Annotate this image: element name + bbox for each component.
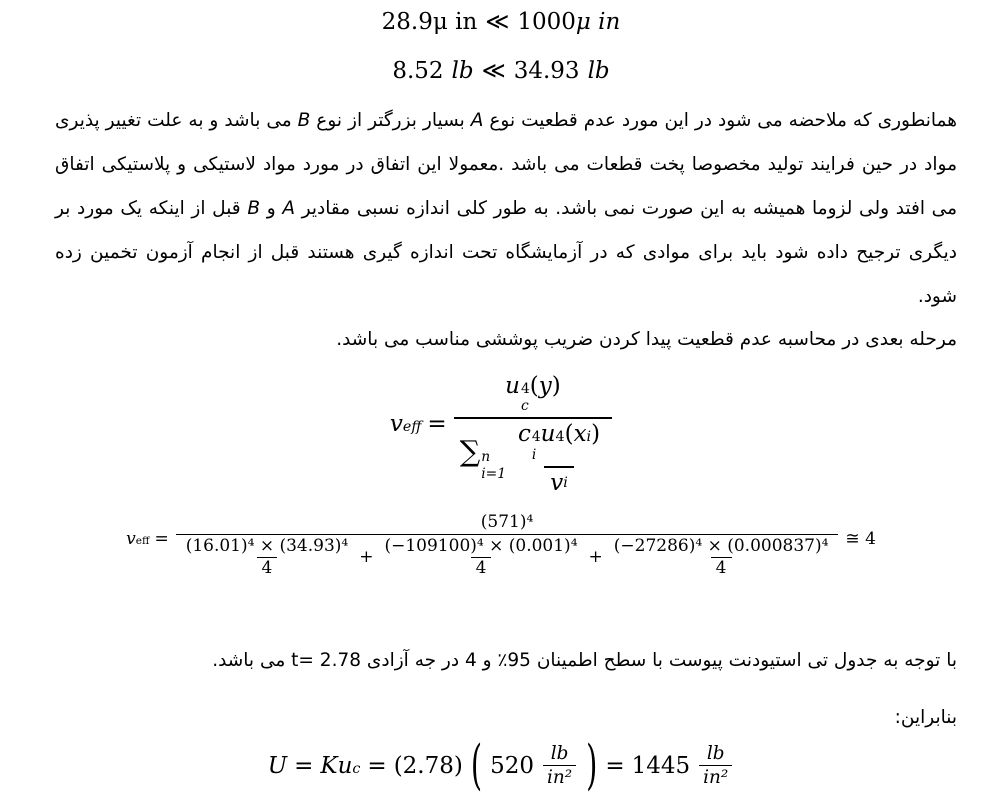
big-close-paren: ) xyxy=(586,733,598,796)
inequality-line-2 xyxy=(0,55,1002,87)
equals-sign: = xyxy=(294,752,314,779)
paragraph-seg3: می باشد و به علت تغییر پذیری مواد در حین فرایند تولید مخصوصا پخت قطعات می باشد .معمولا این اتفاق در مورد مواد لاستیکی و پلاستیکی اتفاق می افتد ولی لزوما همیشه به این صورت نمی باشد. به طور کلی اندازه نسبی مقادیر xyxy=(55,110,957,219)
paragraph-seg2: بسیار بزرگتر از نوع xyxy=(310,110,471,131)
veff-numeric-numerator: (571)⁴ xyxy=(480,512,534,533)
big-open-paren: ( xyxy=(470,733,483,796)
result-value: 1445 xyxy=(631,752,691,779)
term-2-fraction: $\frac{\text{(−109100)⁴ × (0.001)⁴}}{4}$ xyxy=(384,535,578,579)
persian-paragraph xyxy=(55,99,957,319)
variable-U: U xyxy=(267,752,288,779)
inequality1-rhs: 1000 μ in xyxy=(517,9,621,35)
coverage-coefficient: (2.78) xyxy=(393,752,463,779)
inequality-line-1 xyxy=(0,6,1002,38)
plus-sign: + xyxy=(588,547,603,568)
veff-numeric-lhs: v eff = xyxy=(126,528,169,549)
K-uc-product: K u c xyxy=(320,752,361,779)
veff-symbolic-formula xyxy=(0,373,1002,496)
term-3-fraction: $\frac{\text{(−27286)⁴ × (0.000837)⁴}}{4}$ xyxy=(613,535,829,579)
variable-b: B xyxy=(247,198,261,219)
equals-sign: = xyxy=(367,752,387,779)
unit-fraction-1: $\frac{lb}{\text{in²}}$ xyxy=(543,743,576,788)
summation-symbol: ∑ n i=1 xyxy=(459,433,506,482)
t-student-line: با توجه به جدول تی استیودنت پیوست با سطح اطمینان 95٪ و 4 در جه آزادی t= 2.78 می باشد. xyxy=(212,650,957,672)
veff-numeric-result: ≅ 4 xyxy=(845,528,876,549)
unit-fraction-2: $\frac{lb}{\text{in²}}$ xyxy=(699,743,732,788)
paragraph-seg5: قبل از اینکه یک مورد بر دیگری ترجیح داده شود باید برای موادی که در آزمایشگاه تحت اندازه گیری هستند قبل از انجام آزمون تخمین زده شود. xyxy=(55,198,957,307)
veff-numeric-formula xyxy=(0,512,1002,581)
plus-sign: + xyxy=(359,547,374,568)
expanded-uncertainty-formula xyxy=(0,733,1002,796)
equals-sign: = xyxy=(154,528,169,549)
veff-main-fraction xyxy=(454,373,612,496)
veff-denominator xyxy=(454,417,612,496)
veff-numeric-main-fraction xyxy=(176,512,839,581)
equals-sign: = xyxy=(605,752,625,779)
inequality2-rhs-unit: lb xyxy=(587,58,610,84)
veff-inner-fraction: c 4 i u 4 ( x i ) v i xyxy=(518,421,601,496)
therefore-line: بنابراین: xyxy=(894,707,957,729)
veff-lhs: v eff = xyxy=(389,410,447,437)
paragraph-seg4: و xyxy=(260,198,283,219)
uc-value: 520 xyxy=(490,752,534,779)
term-1-fraction: $\frac{\text{(16.01)⁴ × (34.93)⁴}}{4}$ xyxy=(185,535,349,579)
much-less-than-symbol: ≪ xyxy=(485,9,510,35)
much-less-than-symbol: ≪ xyxy=(481,58,506,84)
equals-sign: = xyxy=(427,410,447,437)
veff-numerator: u 4 c ( y ) xyxy=(505,373,561,415)
veff-numeric-denominator xyxy=(176,534,839,581)
inequality2-rhs-value: 34.93 xyxy=(513,58,580,84)
inequality2-lhs-unit: lb xyxy=(451,58,474,84)
paragraph-seg1: همانطوری که ملاحضه می شود در این مورد عدم قطعیت نوع xyxy=(483,110,957,131)
variable-a: A xyxy=(470,110,484,131)
variable-b: B xyxy=(297,110,311,131)
inequality1-lhs: 28.9μ in xyxy=(381,9,478,35)
inequality2-lhs-value: 8.52 xyxy=(392,58,444,84)
variable-a: A xyxy=(282,198,295,219)
coverage-factor-line: مرحله بعدی در محاسبه عدم قطعیت پیدا کردن ضریب پوششی مناسب می باشد. xyxy=(336,329,957,350)
